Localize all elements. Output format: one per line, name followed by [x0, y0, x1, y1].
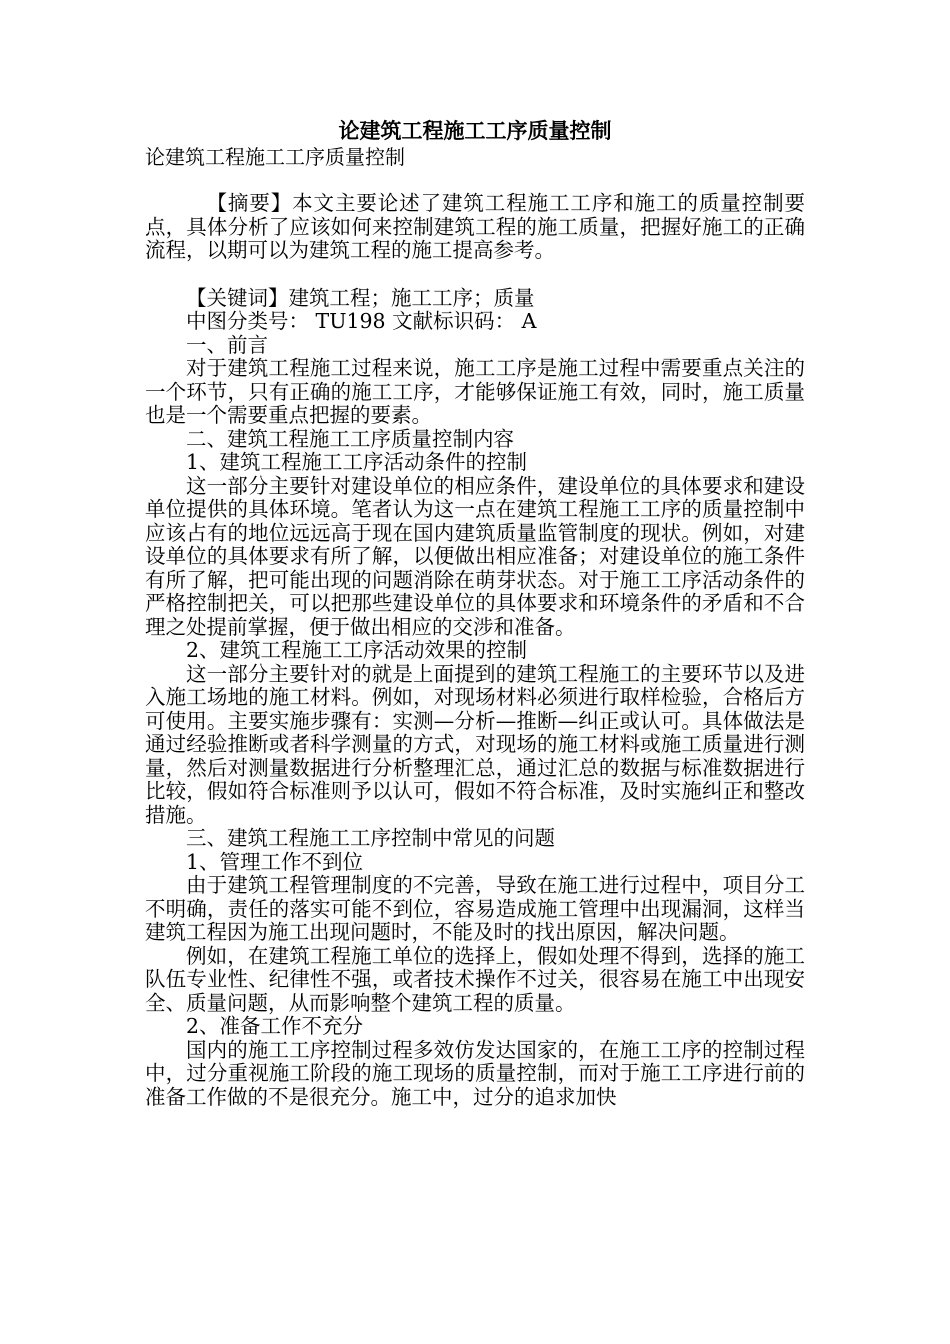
heading-section-3-1: 1、管理工作不到位 [186, 849, 364, 874]
abstract-paragraph: 【摘要】本文主要论述了建筑工程施工工序和施工的质量控制要点，具体分析了应该如何来控制建筑工程的施工质量，把握好施工的正确流程，以期可以为建筑工程的施工提高参考。 [145, 191, 805, 262]
heading-preface: 一、前言 [186, 332, 268, 357]
document-subtitle: 论建筑工程施工工序质量控制 [145, 145, 405, 169]
document-title: 论建筑工程施工工序质量控制 [338, 118, 612, 143]
document-page [145, 118, 805, 1109]
heading-section-2: 二、建筑工程施工工序质量控制内容 [186, 426, 514, 451]
heading-section-2-2: 2、建筑工程施工工序活动效果的控制 [186, 638, 528, 662]
heading-section-3: 三、建筑工程施工工序控制中常见的问题 [186, 826, 555, 850]
paragraph-section-2-1: 这一部分主要针对建设单位的相应条件，建设单位的具体要求和建设单位提供的具体环境。笔者认为这一点在建筑工程施工工序的质量控制中应该占有的地位远远高于现在国内建筑质量监管制度的现状。例如，对建设单位的具体要求有所了解，以便做出相应准备；对建设单位的施工条件有所了解，把可能出现的问题消除在萌芽状态。对于施工工序活动条件的严格控制把关，可以把那些建设单位的具体要求和环境条件的矛盾和不合理之处提前掌握，便于做出相应的交涉和准备。 [145, 473, 805, 639]
heading-section-2-1: 1、建筑工程施工工序活动条件的控制 [186, 450, 528, 474]
keywords-line: 【关键词】建筑工程；施工工序；质量 [186, 285, 535, 310]
paragraph-section-3-1a: 由于建筑工程管理制度的不完善，导致在施工进行过程中，项目分工不明确，责任的落实可能不到位，容易造成施工管理中出现漏洞，这样当建筑工程因为施工出现问题时，不能及时的找出原因，解决问题。 [145, 873, 805, 944]
paragraph-preface: 对于建筑工程施工过程来说，施工工序是施工过程中需要重点关注的一个环节，只有正确的施工工序，才能够保证施工有效，同时，施工质量也是一个需要重点把握的要素。 [145, 356, 805, 427]
paragraph-section-3-2: 国内的施工工序控制过程多效仿发达国家的，在施工工序的控制过程中，过分重视施工阶段的施工现场的质量控制，而对于施工工序进行前的准备工作做的不是很充分。施工中，过分的追求加快 [145, 1037, 805, 1109]
paragraph-section-3-1b: 例如，在建筑工程施工单位的选择上，假如处理不得到，选择的施工队伍专业性、纪律性不强，或者技术操作不过关，很容易在施工中出现安全、质量问题，从而影响整个建筑工程的质量。 [145, 943, 805, 1015]
heading-section-3-2: 2、准备工作不充分 [186, 1014, 364, 1038]
paragraph-section-2-2: 这一部分主要针对的就是上面提到的建筑工程施工的主要环节以及进入施工场地的施工材料。例如，对现场材料必须进行取样检验，合格后方可使用。主要实施步骤有：实测—分析—推断—纠正或认可。具体做法是通过经验推断或者科学测量的方式，对现场的施工材料或施工质量进行测量，然后对测量数据进行分析整理汇总，通过汇总的数据与标准数据进行比较，假如符合标准则予以认可，假如不符合标准，及时实施纠正和整改措施。 [145, 661, 805, 827]
classification-line: 中图分类号： TU198 文献标识码： A [186, 309, 537, 333]
